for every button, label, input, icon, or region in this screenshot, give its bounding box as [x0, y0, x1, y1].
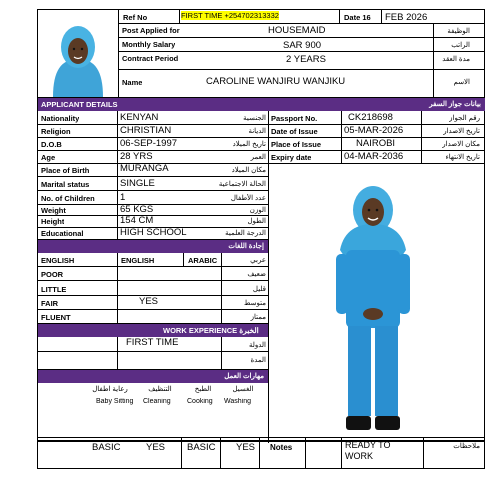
educational-value: HIGH SCHOOL: [120, 227, 187, 238]
work-experience-bar: [38, 324, 268, 337]
applicant-portrait-photo: [39, 11, 117, 97]
ref-no-label: Ref No: [123, 13, 148, 22]
passport-no-value: CK218698: [348, 112, 393, 123]
place-of-birth-ar: مكان الميلاد: [231, 167, 266, 174]
ref-no-value: [181, 11, 279, 20]
monthly-salary-ar: الراتب: [451, 42, 470, 49]
height-value: 154 CM: [120, 215, 154, 226]
lang-poor-ar: ضعيف: [247, 271, 266, 278]
passport-details-title: بيانات جواز السفر: [429, 101, 481, 108]
place-of-issue-label: Place of Issue: [271, 140, 322, 149]
skill-cleaning-label: Cleaning: [143, 398, 171, 405]
lang-fair-label: FAIR: [41, 299, 59, 308]
children-value: 1: [120, 192, 126, 203]
expiry-date-value: 04-MAR-2036: [344, 151, 404, 162]
skill-washing-label: Washing: [224, 398, 251, 405]
lang-fluent-label: FLUENT: [41, 313, 71, 322]
applicant-details-bar: [38, 98, 485, 111]
monthly-salary-value: SAR 900: [283, 40, 322, 51]
skill-washing-ar: الغسيل: [232, 386, 254, 393]
skill-babysitting-ar: رعاية اطفال: [92, 386, 128, 393]
marital-status-value: SINGLE: [120, 178, 155, 189]
dob-value: 06-SEP-1997: [120, 138, 178, 149]
work-row2-ar: المدة: [250, 357, 266, 364]
notes-value: READY TO WORK: [345, 440, 391, 461]
height-label: Height: [41, 217, 65, 226]
educational-ar: الدرجة العلمية: [225, 230, 266, 237]
lang-fluent-ar: ممتاز: [250, 314, 266, 321]
lang-col-english-2: ENGLISH: [121, 256, 155, 265]
age-label: Age: [41, 153, 56, 162]
work-row1-value: FIRST TIME: [126, 337, 179, 348]
children-ar: عدد الأطفال: [230, 195, 266, 202]
work-experience-title: WORK EXPERIENCE: [163, 326, 238, 335]
post-applied-value: HOUSEMAID: [268, 25, 326, 36]
age-value: 28 YRS: [120, 151, 153, 162]
applicant-full-photo: [318, 180, 428, 438]
date-value: FEB 2026: [385, 12, 428, 23]
lang-fair-ar: متوسط: [244, 300, 266, 307]
languages-bar: [38, 240, 268, 253]
children-label: No. of Children: [41, 194, 95, 203]
skill-cooking-ar: الطبخ: [194, 386, 212, 393]
work-experience-title-ar: الخبرة: [239, 326, 259, 335]
notes-label: Notes: [270, 443, 293, 452]
name-value: CAROLINE WANJIRU WANJIKU: [206, 76, 346, 87]
lang-col-arabic-ar: عربي: [250, 257, 266, 264]
expiry-date-ar: تاريخ الانتهاء: [445, 154, 480, 161]
contract-period-label: Contract Period: [122, 54, 179, 63]
religion-label: Religion: [41, 127, 71, 136]
religion-value: CHRISTIAN: [120, 125, 172, 136]
marital-status-ar: الحالة الاجتماعية: [218, 181, 266, 188]
educational-label: Educational: [41, 229, 84, 238]
passport-no-ar: رقم الجواز: [449, 115, 480, 122]
languages-title: إجادة اللغات: [228, 243, 264, 250]
skills-bar: [38, 370, 268, 383]
lang-col-arabic: ARABIC: [188, 256, 218, 265]
age-ar: العمر: [250, 154, 266, 161]
nationality-value: KENYAN: [120, 112, 159, 123]
lang-fair-mark: YES: [139, 296, 159, 307]
weight-ar: الوزن: [249, 207, 266, 214]
dob-ar: تاريخ الميلاد: [232, 141, 266, 148]
passport-no-label: Passport No.: [271, 114, 318, 123]
dob-label: D.O.B: [41, 140, 62, 149]
expiry-date-label: Expiry date: [271, 153, 312, 162]
nationality-ar: الجنسية: [243, 115, 266, 122]
weight-label: Weight: [41, 206, 66, 215]
marital-status-label: Marital status: [41, 180, 90, 189]
lang-col-english-1: ENGLISH: [41, 256, 75, 265]
monthly-salary-label: Monthly Salary: [122, 40, 176, 49]
date-of-issue-label: Date of Issue: [271, 127, 318, 136]
portrait-image: [39, 11, 117, 97]
post-applied-ar: الوظيفة: [447, 28, 470, 35]
full-body-image: [318, 180, 428, 438]
religion-ar: الديانة: [248, 128, 266, 135]
place-of-birth-label: Place of Birth: [41, 166, 90, 175]
height-ar: الطول: [247, 218, 266, 225]
skills-values-row: [37, 437, 485, 469]
skill-cleaning-ar: التنظيف: [148, 386, 172, 393]
name-label: Name: [122, 78, 143, 87]
lang-little-ar: قليل: [252, 286, 266, 293]
place-of-issue-ar: مكان الاصدار: [442, 141, 480, 148]
notes-ar: ملاحظات: [453, 443, 480, 450]
skill-babysitting-label: Baby Sitting: [96, 398, 134, 405]
skill-cooking-label: Cooking: [187, 398, 213, 405]
place-of-issue-value: NAIROBI: [356, 138, 396, 149]
babysitting-value: BASIC: [92, 442, 121, 453]
name-ar: الاسم: [453, 79, 470, 86]
post-applied-label: Post Applied for: [122, 26, 180, 35]
date-of-issue-ar: تاريخ الاصدار: [443, 128, 480, 135]
ref-no-highlight: FIRST TIME +254702313332: [181, 11, 279, 20]
lang-poor-label: POOR: [41, 270, 64, 279]
application-form: [37, 9, 485, 441]
washing-value: YES: [236, 442, 256, 453]
date-label: Date 16: [344, 13, 371, 22]
weight-value: 65 KGS: [120, 204, 154, 215]
lang-little-label: LITTLE: [41, 285, 67, 294]
cleaning-value: YES: [146, 442, 166, 453]
cooking-value: BASIC: [187, 442, 216, 453]
contract-period-value: 2 YEARS: [286, 54, 326, 65]
date-of-issue-value: 05-MAR-2026: [344, 125, 404, 136]
work-row1-ar: الدولة: [248, 342, 266, 349]
applicant-details-title: APPLICANT DETAILS: [41, 100, 118, 109]
nationality-label: Nationality: [41, 114, 80, 123]
skills-title: مهارات العمل: [224, 373, 264, 380]
contract-period-ar: مدة العقد: [442, 56, 470, 63]
place-of-birth-value: MURANGA: [120, 163, 169, 174]
